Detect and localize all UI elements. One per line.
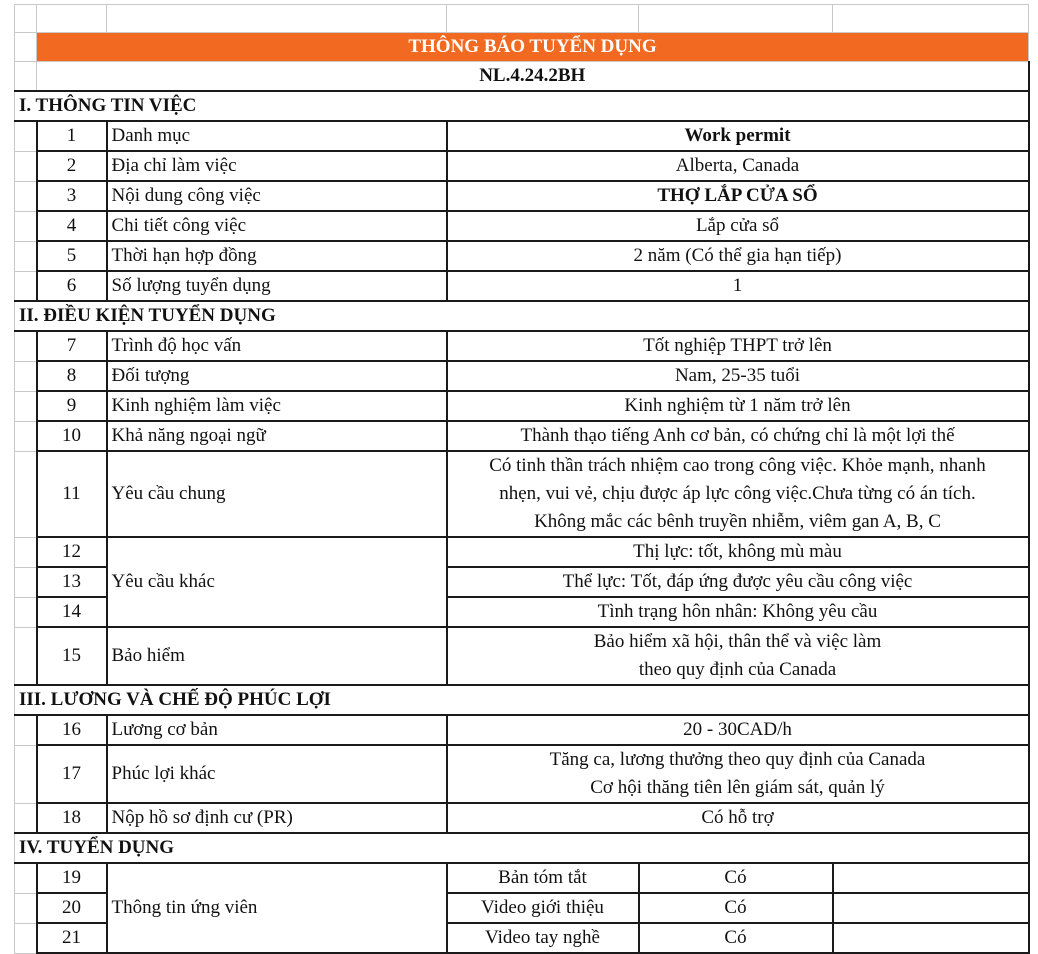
row-number[interactable]: 19: [37, 863, 107, 893]
value-line: nhẹn, vui vẻ, chịu được áp lực công việc.Chưa từng có án tích.: [499, 483, 976, 504]
section-title-recruitment[interactable]: IV. TUYỂN DỤNG: [15, 833, 1029, 863]
table-row: [15, 271, 1029, 301]
row-number[interactable]: 12: [37, 537, 107, 567]
row-label[interactable]: Yêu cầu chung: [107, 451, 447, 537]
row-value[interactable]: Có: [639, 863, 833, 893]
row-value[interactable]: Tình trạng hôn nhân: Không yêu cầu: [447, 597, 1029, 627]
row-label[interactable]: Thời hạn hợp đồng: [107, 241, 447, 271]
row-number[interactable]: 10: [37, 421, 107, 451]
table-row: [15, 331, 1029, 361]
row-item[interactable]: Video giới thiệu: [447, 893, 639, 923]
row-label[interactable]: Trình độ học vấn: [107, 331, 447, 361]
table-row: [15, 181, 1029, 211]
row-value[interactable]: Alberta, Canada: [447, 151, 1029, 181]
row-number[interactable]: 11: [37, 451, 107, 537]
row-number[interactable]: 3: [37, 181, 107, 211]
row-value[interactable]: 1: [447, 271, 1029, 301]
row-value[interactable]: Thể lực: Tốt, đáp ứng được yêu cầu công việc: [447, 567, 1029, 597]
row-value-multiline[interactable]: [447, 627, 1029, 685]
row-value[interactable]: Lắp cửa sổ: [447, 211, 1029, 241]
row-number[interactable]: 17: [37, 745, 107, 803]
section-title-salary[interactable]: III. LƯƠNG VÀ CHẾ ĐỘ PHÚC LỢI: [15, 685, 1029, 715]
row-label[interactable]: Nội dung công việc: [107, 181, 447, 211]
table-row: [15, 803, 1029, 833]
value-line: Không mắc các bênh truyền nhiễm, viêm gan A, B, C: [534, 511, 941, 532]
row-value[interactable]: Nam, 25-35 tuổi: [447, 361, 1029, 391]
table-row: [15, 241, 1029, 271]
row-label[interactable]: Danh mục: [107, 121, 447, 151]
cell[interactable]: [37, 5, 107, 33]
table-row: [15, 451, 1029, 537]
row-item[interactable]: Video tay nghề: [447, 923, 639, 953]
row-number[interactable]: 18: [37, 803, 107, 833]
cell[interactable]: [833, 863, 1029, 893]
row-value-multiline[interactable]: [447, 745, 1029, 803]
title-row: [15, 33, 1029, 62]
row-number[interactable]: 8: [37, 361, 107, 391]
table-row: [15, 715, 1029, 745]
row-number[interactable]: 15: [37, 627, 107, 685]
row-value-multiline[interactable]: [447, 451, 1029, 537]
document-code[interactable]: NL.4.24.2BH: [37, 62, 1029, 92]
cell[interactable]: [107, 5, 447, 33]
cell[interactable]: [833, 923, 1029, 953]
section-header: [15, 833, 1029, 863]
table-row: [15, 745, 1029, 803]
row-number[interactable]: 7: [37, 331, 107, 361]
row-number[interactable]: 6: [37, 271, 107, 301]
spreadsheet-empty-row: [15, 5, 1029, 33]
row-value[interactable]: 20 - 30CAD/h: [447, 715, 1029, 745]
row-number[interactable]: 16: [37, 715, 107, 745]
table-row: [15, 421, 1029, 451]
row-value[interactable]: Kinh nghiệm từ 1 năm trở lên: [447, 391, 1029, 421]
row-number[interactable]: 21: [37, 923, 107, 953]
value-line: Bảo hiểm xã hội, thân thể và việc làm: [593, 631, 882, 652]
row-label[interactable]: Kinh nghiệm làm việc: [107, 391, 447, 421]
row-number[interactable]: 20: [37, 893, 107, 923]
row-number[interactable]: 2: [37, 151, 107, 181]
table-row: [15, 863, 1029, 893]
code-row: [15, 62, 1029, 92]
row-value[interactable]: Thành thạo tiếng Anh cơ bản, có chứng chỉ là một lợi thế: [447, 421, 1029, 451]
recruitment-sheet: [14, 4, 1028, 954]
page-title[interactable]: THÔNG BÁO TUYỂN DỤNG: [37, 33, 1029, 62]
section-title-conditions[interactable]: II. ĐIỀU KIỆN TUYỂN DỤNG: [15, 301, 1029, 331]
row-value[interactable]: THỢ LẮP CỬA SỔ: [447, 181, 1029, 211]
row-label[interactable]: Phúc lợi khác: [107, 745, 447, 803]
row-label[interactable]: Nộp hồ sơ định cư (PR): [107, 803, 447, 833]
row-value[interactable]: Có: [639, 923, 833, 953]
table-row: [15, 361, 1029, 391]
row-number[interactable]: 14: [37, 597, 107, 627]
row-value[interactable]: Thị lực: tốt, không mù màu: [447, 537, 1029, 567]
table-row: [15, 627, 1029, 685]
table-row: [15, 151, 1029, 181]
section-title-job-info[interactable]: I. THÔNG TIN VIỆC: [15, 91, 1029, 121]
cell[interactable]: [833, 5, 1029, 33]
table-row: [15, 211, 1029, 241]
row-label[interactable]: Thông tin ứng viên: [107, 863, 447, 953]
row-value[interactable]: Có hỗ trợ: [447, 803, 1029, 833]
value-line: Cơ hội thăng tiên lên giám sát, quản lý: [590, 777, 885, 798]
row-label[interactable]: Yêu cầu khác: [107, 537, 447, 627]
value-line: theo quy định của Canada: [638, 659, 837, 680]
section-header: [15, 685, 1029, 715]
section-header: [15, 301, 1029, 331]
table-row: [15, 121, 1029, 151]
row-item[interactable]: Bản tóm tắt: [447, 863, 639, 893]
row-number[interactable]: 9: [37, 391, 107, 421]
table-row: [15, 391, 1029, 421]
row-label[interactable]: Địa chỉ làm việc: [107, 151, 447, 181]
row-number[interactable]: 13: [37, 567, 107, 597]
cell[interactable]: [447, 5, 639, 33]
row-value[interactable]: Có: [639, 893, 833, 923]
cell[interactable]: [15, 5, 37, 33]
row-label[interactable]: Đối tượng: [107, 361, 447, 391]
value-line: Tăng ca, lương thưởng theo quy định của Canada: [549, 749, 926, 770]
row-label[interactable]: Bảo hiểm: [107, 627, 447, 685]
row-number[interactable]: 1: [37, 121, 107, 151]
row-label[interactable]: Khả năng ngoại ngữ: [107, 421, 447, 451]
row-number[interactable]: 4: [37, 211, 107, 241]
row-number[interactable]: 5: [37, 241, 107, 271]
recruitment-table: [14, 4, 1030, 954]
cell[interactable]: [833, 893, 1029, 923]
row-label[interactable]: Chi tiết công việc: [107, 211, 447, 241]
table-row: [15, 537, 1029, 567]
row-label[interactable]: Lương cơ bản: [107, 715, 447, 745]
row-value[interactable]: 2 năm (Có thể gia hạn tiếp): [447, 241, 1029, 271]
section-header: [15, 91, 1029, 121]
row-label[interactable]: Số lượng tuyển dụng: [107, 271, 447, 301]
row-value[interactable]: Tốt nghiệp THPT trở lên: [447, 331, 1029, 361]
cell[interactable]: [639, 5, 833, 33]
row-value[interactable]: Work permit: [447, 121, 1029, 151]
value-line: Có tinh thần trách nhiệm cao trong công việc. Khỏe mạnh, nhanh: [489, 455, 986, 476]
